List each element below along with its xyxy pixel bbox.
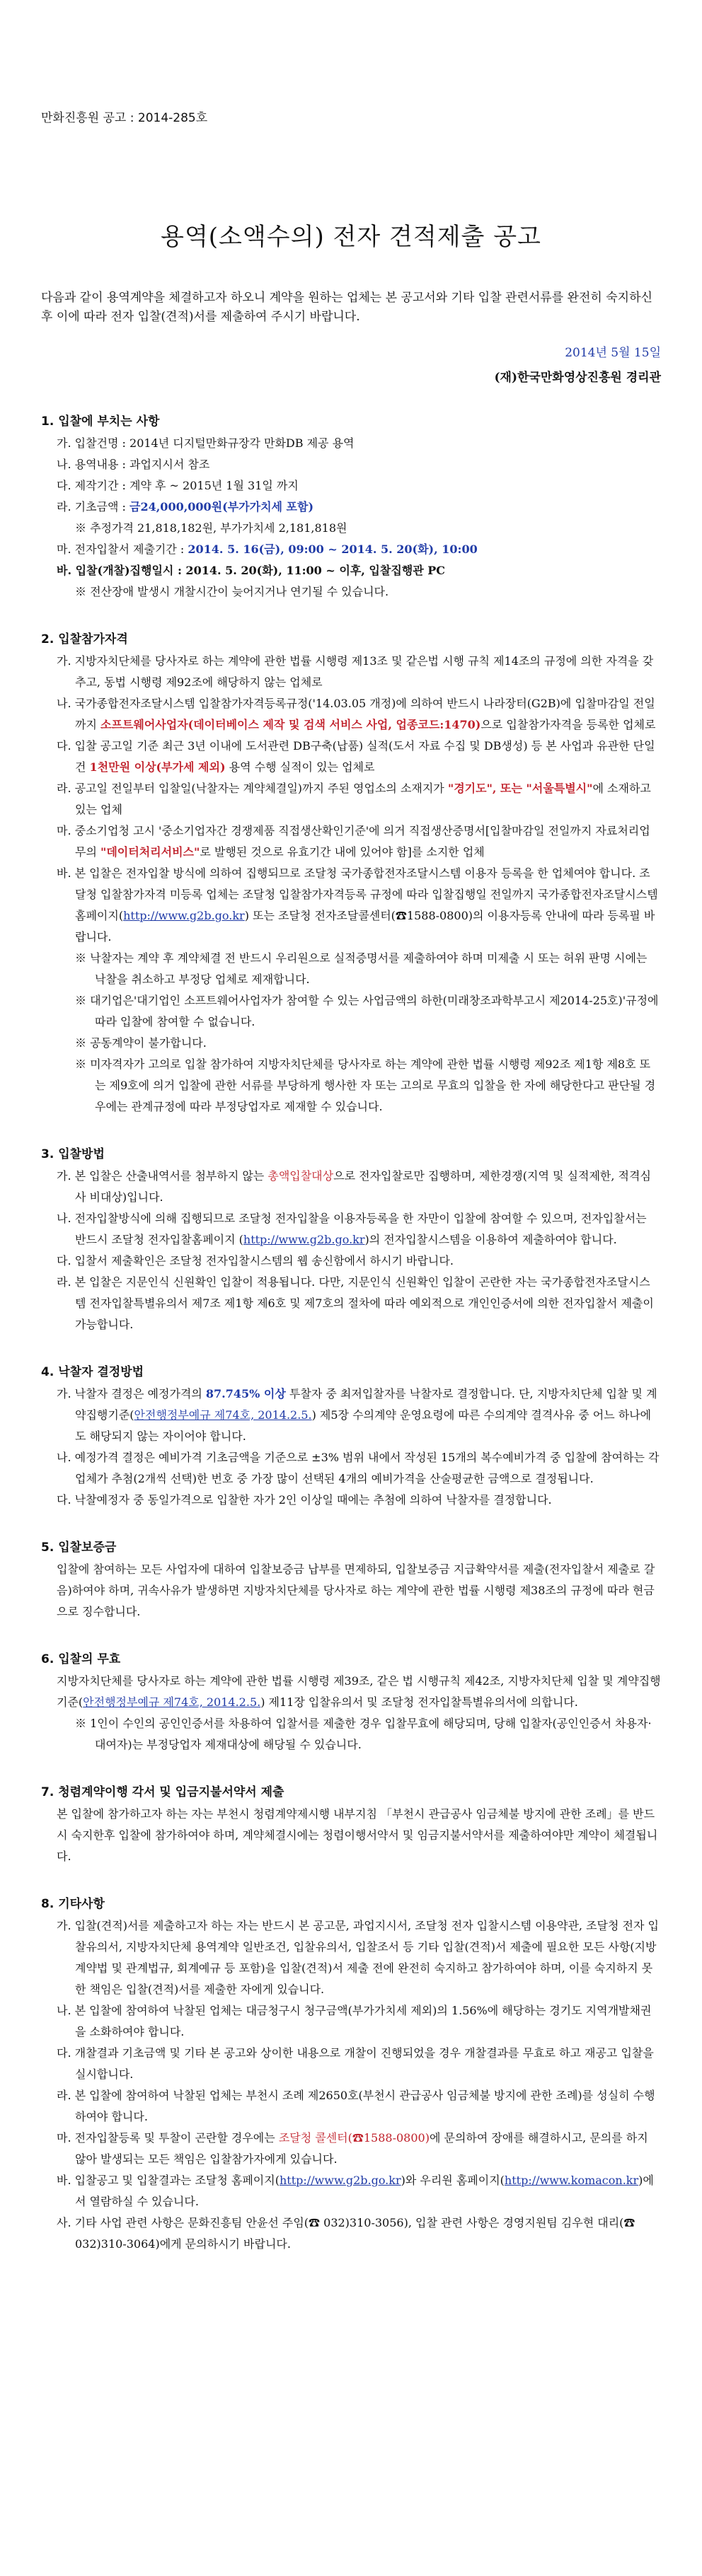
g2b-link[interactable]: http://www.g2b.go.kr [279, 2174, 401, 2187]
item-text: ) 제5장 수의계약 운영요령에 따른 수의계약 결격사유 중 어느 하나에도 해당되지 않는 자이어야 합니다. [75, 1408, 652, 1443]
item-text: )와 우리원 홈페이지( [401, 2174, 505, 2187]
item-text: 나. 전자입찰방식에 의해 집행되므로 조달청 전자입찰을 이용자등록을 한 자만이 입찰에 참여할 수 있으며, 전자입찰서는 반드시 조달청 전자입찰홈페이지 ( [57, 1212, 647, 1246]
section-title: 1. 입찰에 부치는 사항 [41, 414, 160, 429]
section-award-method [41, 1362, 661, 1511]
note: ※ 대기업은'대기업인 소프트웨어사업자가 참여할 수 있는 사업금액의 하한(미래창조과학부고시 제2014-25호)'규정에 따라 입찰에 참여할 수 없습니다. [75, 994, 659, 1028]
note: ※ 전산장애 발생시 개찰시간이 늦어지거나 연기될 수 있습니다. [75, 585, 389, 598]
regulation-link[interactable]: 안전행정부예규 제74호, 2014.2.5. [134, 1408, 312, 1422]
list-item [41, 820, 661, 863]
list-item [41, 1166, 661, 1208]
item-text: 에 소재하고 있는 업체 [75, 782, 651, 816]
item-text: 에 문의하여 장애를 해결하시고, 문의를 하지 않아 발생되는 모든 책임은 입찰참가자에게 있습니다. [75, 2131, 648, 2166]
item-text: 라. 공고일 전일부터 입찰일(낙찰자는 계약체결일)까지 주된 영업소의 소재지가 [57, 782, 448, 795]
highlight: 87.745% 이상 [205, 1387, 286, 1400]
highlight: 소프트웨어사업자(데이터베이스 제작 및 검색 서비스 사업, 업종코드:1470) [100, 718, 481, 731]
section-bid-invalidity [41, 1649, 661, 1756]
item-text: 용역 수행 실적이 있는 업체로 [225, 760, 375, 774]
list-item: 나. 용역내용 : 과업지시서 참조 [57, 458, 210, 471]
item-text: 마. 전자입찰등록 및 투찰이 곤란할 경우에는 [57, 2131, 279, 2145]
item-text: 다. 입찰 공고일 기준 최근 3년 이내에 도서관련 DB구축(납품) 실적(도서 자료 수집 및 DB생성) 등 본 사업과 유관한 단일건 [57, 739, 655, 774]
section-bid-method [41, 1144, 661, 1335]
item-text: 으로 입찰참가자격을 등록한 업체로 [481, 718, 656, 731]
section-integrity-pledge [41, 1782, 661, 1867]
list-item [41, 1208, 661, 1251]
section-title: 8. 기타사항 [41, 1897, 105, 1911]
callcenter-highlight: 조달청 콜센터(☎1588-0800) [278, 2131, 430, 2145]
list-item [41, 497, 661, 518]
paragraph: 입찰에 참여하는 모든 사업자에 대하여 입찰보증금 납부를 면제하되, 입찰보증금 지급확약서를 제출(전자입찰서 제출로 갈음)하여야 하며, 귀속사유가 발생하면 지방자치단체를 당사자로 하는 계약에 관한 법률 시행령 제38조의 규정에 따라 현금으로 징수합니다. [57, 1562, 655, 1618]
highlight: "데이터처리서비스" [100, 845, 200, 859]
list-item: 나. 예정가격 결정은 예비가격 기초금액을 기준으로 ±3% 범위 내에서 작성된 15개의 복수예비가격 중 입찰에 참여하는 각 업체가 추첨(2개씩 선택)한 번호 중 가장 많이 선택된 4개의 예비가격을 산술평균한 금액으로 결정됩니다. [57, 1451, 660, 1485]
item-text: )의 전자입찰시스템을 이용하여 제출하여야 합니다. [364, 1233, 617, 1246]
section-title: 6. 입찰의 무효 [41, 1652, 121, 1666]
list-item: 다. 개찰결과 기초금액 및 기타 본 공고와 상이한 내용으로 개찰이 진행되었을 경우 개찰결과를 무효로 하고 재공고 입찰을 실시합니다. [57, 2046, 654, 2081]
highlight: "경기도", 또는 "서울특별시" [447, 782, 593, 795]
list-item: 사. 기타 사업 관련 사항은 문화진흥팀 안윤선 주임(☎ 032)310-3056), 입찰 관련 사항은 경영지원팀 김우현 대리(☎ 032)310-3064)에게 문의하시기 바랍니다. [57, 2216, 635, 2251]
list-item: 가. 입찰(견적)서를 제출하고자 하는 자는 반드시 본 공고문, 과업지시서, 조달청 전자 입찰시스템 이용약관, 조달청 전자 입찰유의서, 지방자치단체 용역계약 일반조건, 입찰유의서, 입찰조서 등 기타 입찰(견적)서 제출에 필요한 모든 사항(지방계약법 및 관계법규, 회계예규 등 포함)을 입찰(견적)서 제출 전에 완전히 숙지하고 참가하여야 하며, 이를 숙지하지 못한 책임은 입찰(견적)서를 제출한 자에게 있습니다. [57, 1919, 660, 1996]
list-item [41, 693, 661, 736]
item-text: ) 제11장 입찰유의서 및 조달청 전자입찰특별유의서에 의합니다. [260, 1695, 578, 1709]
list-item [41, 736, 661, 778]
item-text: 가. 낙찰자 결정은 예정가격의 [57, 1387, 206, 1400]
section-misc [41, 1894, 661, 2255]
section-title: 5. 입찰보증금 [41, 1541, 117, 1555]
intro-text: 다음과 같이 용역계약을 체결하고자 하오니 계약을 원하는 업체는 본 공고서와 기타 입찰 관련서류를 완전히 숙지하신 후 이에 따라 전자 입찰(견적)서를 제출하여 주시기 바랍니다. [41, 291, 652, 324]
submission-period: 2014. 5. 16(금), 09:00 ~ 2014. 5. 20(화), 10:00 [188, 543, 478, 556]
list-item: 다. 제작기간 : 계약 후 ~ 2015년 1월 31일 까지 [57, 479, 299, 492]
g2b-link[interactable]: http://www.g2b.go.kr [123, 909, 245, 922]
komacon-link[interactable]: http://www.komacon.kr [504, 2174, 639, 2187]
list-item [41, 2128, 661, 2170]
note: ※ 1인이 수인의 공인인증서를 차용하여 입찰서를 제출한 경우 입찰무효에 해당되며, 당해 입찰자(공인인증서 차용자·대여자)는 부정당업자 제재대상에 해당될 수 있습니다. [75, 1717, 652, 1751]
note: ※ 낙찰자는 계약 후 계약체결 전 반드시 우리원으로 실적증명서를 제출하여야 하며 미제출 시 또는 허위 판명 시에는 낙찰을 취소하고 부정당 업체로 제재합니다. [75, 951, 648, 986]
list-item [41, 778, 661, 820]
note: ※ 추정가격 21,818,182원, 부가가치세 2,181,818원 [75, 521, 347, 535]
issuing-org: (재)한국만화영상진흥원 경리관 [494, 371, 661, 385]
item-text: 마. 중소기업청 고시 '중소기업자간 경쟁제품 직접생산확인기준'에 의거 직접생산증명서[입찰마감일 전일까지 자료처리업무의 [57, 824, 650, 859]
note: ※ 공동계약이 불가합니다. [75, 1036, 207, 1050]
highlight: 총액입찰대상 [267, 1169, 334, 1183]
item-text: 나. 국가종합전자조달시스템 입찰참가자격등록규정('14.03.05 개정)에 의하여 반드시 나라장터(G2B)에 입찰마감일 전일까지 [57, 697, 655, 731]
highlight: 1천만원 이상(부가세 제외) [89, 760, 226, 774]
base-amount: 금24,000,000원(부가가치세 포함) [130, 500, 314, 514]
item-text: )에서 열람하실 수 있습니다. [75, 2174, 654, 2208]
section-bid-items [41, 412, 661, 603]
section-title: 2. 입찰참가자격 [41, 632, 128, 646]
regulation-link[interactable]: 안전행정부예규 제74호, 2014.2.5. [83, 1695, 261, 1709]
section-title: 4. 낙찰자 결정방법 [41, 1365, 144, 1379]
item-text: 로 발행된 것으로 유효기간 내에 있어야 함]를 소지한 업체 [200, 845, 485, 859]
item-text: 마. 전자입찰서 제출기간 : [57, 543, 188, 556]
g2b-link[interactable]: http://www.g2b.go.kr [243, 1233, 365, 1246]
list-item: 다. 입찰서 제출확인은 조달청 전자입찰시스템의 웹 송신함에서 하시기 바랍니다. [57, 1254, 454, 1267]
item-text: 가. 본 입찰은 산출내역서를 첨부하지 않는 [57, 1169, 268, 1183]
notice-number: 만화진흥원 공고 : 2014-285호 [41, 111, 208, 125]
section-bid-bond [41, 1538, 661, 1623]
page-title: 용역(소액수의) 전자 견적제출 공고 [161, 223, 541, 251]
list-item [41, 863, 661, 948]
item-text: 바. 본 입찰은 전자입찰 방식에 의하여 집행되므로 조달청 국가종합전자조달시스템 이용자 등록을 한 업체여야 합니다. 조달청 입찰참가자격 미등록 업체는 조달청 입찰참가자격등록 규정에 따라 입찰집행일 전일까지 국가종합전자조달시스템 홈페이지( [57, 866, 658, 922]
list-item: 나. 본 입찰에 참여하여 낙찰된 업체는 대금청구시 청구금액(부가가치세 제외)의 1.56%에 해당하는 경기도 지역개발채권을 소화하여야 합니다. [57, 2004, 652, 2038]
list-item: 가. 입찰건명 : 2014년 디지털만화규장각 만화DB 제공 용역 [57, 436, 355, 450]
item-text: 투찰자 중 최저입찰자를 낙찰자로 결정합니다. 단, 지방자치단체 입찰 및 계약집행기준( [75, 1387, 657, 1422]
paragraph: 본 입찰에 참가하고자 하는 자는 부천시 청렴계약제시행 내부지침 「부천시 관급공사 임금체불 방지에 관한 조례」를 반드시 숙지한후 입찰에 참가하여야 하며, 계약체결시에는 청렴이행서약서 및 임금지불서약서를 제출하여야만 계약이 체결됩니다. [57, 1807, 658, 1863]
list-item: 바. 입찰(개찰)집행일시 : 2014. 5. 20(화), 11:00 ~ 이후, 입찰집행관 PC [57, 564, 446, 577]
section-eligibility [41, 630, 661, 1118]
item-text: ) 또는 조달청 전자조달콜센터(☎1588-0800)의 이용자등록 안내에 따라 등록필 바랍니다. [75, 909, 655, 944]
section-title: 3. 입찰방법 [41, 1147, 105, 1161]
list-item: 라. 본 입찰은 지문인식 신원확인 입찰이 적용됩니다. 다만, 지문인식 신원확인 입찰이 곤란한 자는 국가종합전자조달시스템 전자입찰특별유의서 제7조 제1항 제6호 및 제7호의 절차에 따라 예외적으로 개인인증서에 의한 전자입찰서 제출이 가능합니다. [57, 1275, 654, 1331]
item-text: 바. 입찰공고 및 입찰결과는 조달청 홈페이지( [57, 2174, 280, 2187]
notice-date: 2014년 5월 15일 [565, 346, 661, 360]
item-text: 라. 기초금액 : [57, 500, 130, 514]
section-title: 7. 청렴계약이행 각서 및 입금지불서약서 제출 [41, 1785, 284, 1799]
list-item: 라. 본 입찰에 참여하여 낙찰된 업체는 부천시 조례 제2650호(부천시 관급공사 임금체불 방지에 관한 조례)를 성실히 수행하여야 합니다. [57, 2089, 655, 2123]
note: ※ 미자격자가 고의로 입찰 참가하여 지방자치단체를 당사자로 하는 계약에 관한 법률 시행령 제92조 제1항 제8호 또는 제9호에 의거 입찰에 관한 서류를 부당하게 행사한 자 또는 고의로 무효의 입찰을 한 자에 해당한다고 판단될 경우에는 관계규정에 따라 부정당업자로 제재할 수 있습니다. [75, 1057, 656, 1113]
item-text: 지방자치단체를 당사자로 하는 계약에 관한 법률 시행령 제39조, 같은 법 시행규칙 제42조, 지방자치단체 입찰 및 계약집행기준( [57, 1674, 661, 1709]
item-text: 으로 전자입찰로만 집행하며, 제한경쟁(지역 및 실적제한, 적격심사 비대상)입니다. [75, 1169, 651, 1204]
paragraph [41, 1671, 661, 1713]
list-item [41, 539, 661, 560]
list-item: 다. 낙찰예정자 중 동일가격으로 입찰한 자가 2인 이상일 때에는 추첨에 의하여 낙찰자를 결정합니다. [57, 1493, 552, 1507]
list-item [41, 2170, 661, 2212]
list-item: 가. 지방자치단체를 당사자로 하는 계약에 관한 법률 시행령 제13조 및 같은법 시행 규칙 제14조의 규정에 의한 자격을 갖추고, 동법 시행령 제92조에 해당하지 않는 업체로 [57, 654, 654, 689]
list-item [41, 1383, 661, 1447]
